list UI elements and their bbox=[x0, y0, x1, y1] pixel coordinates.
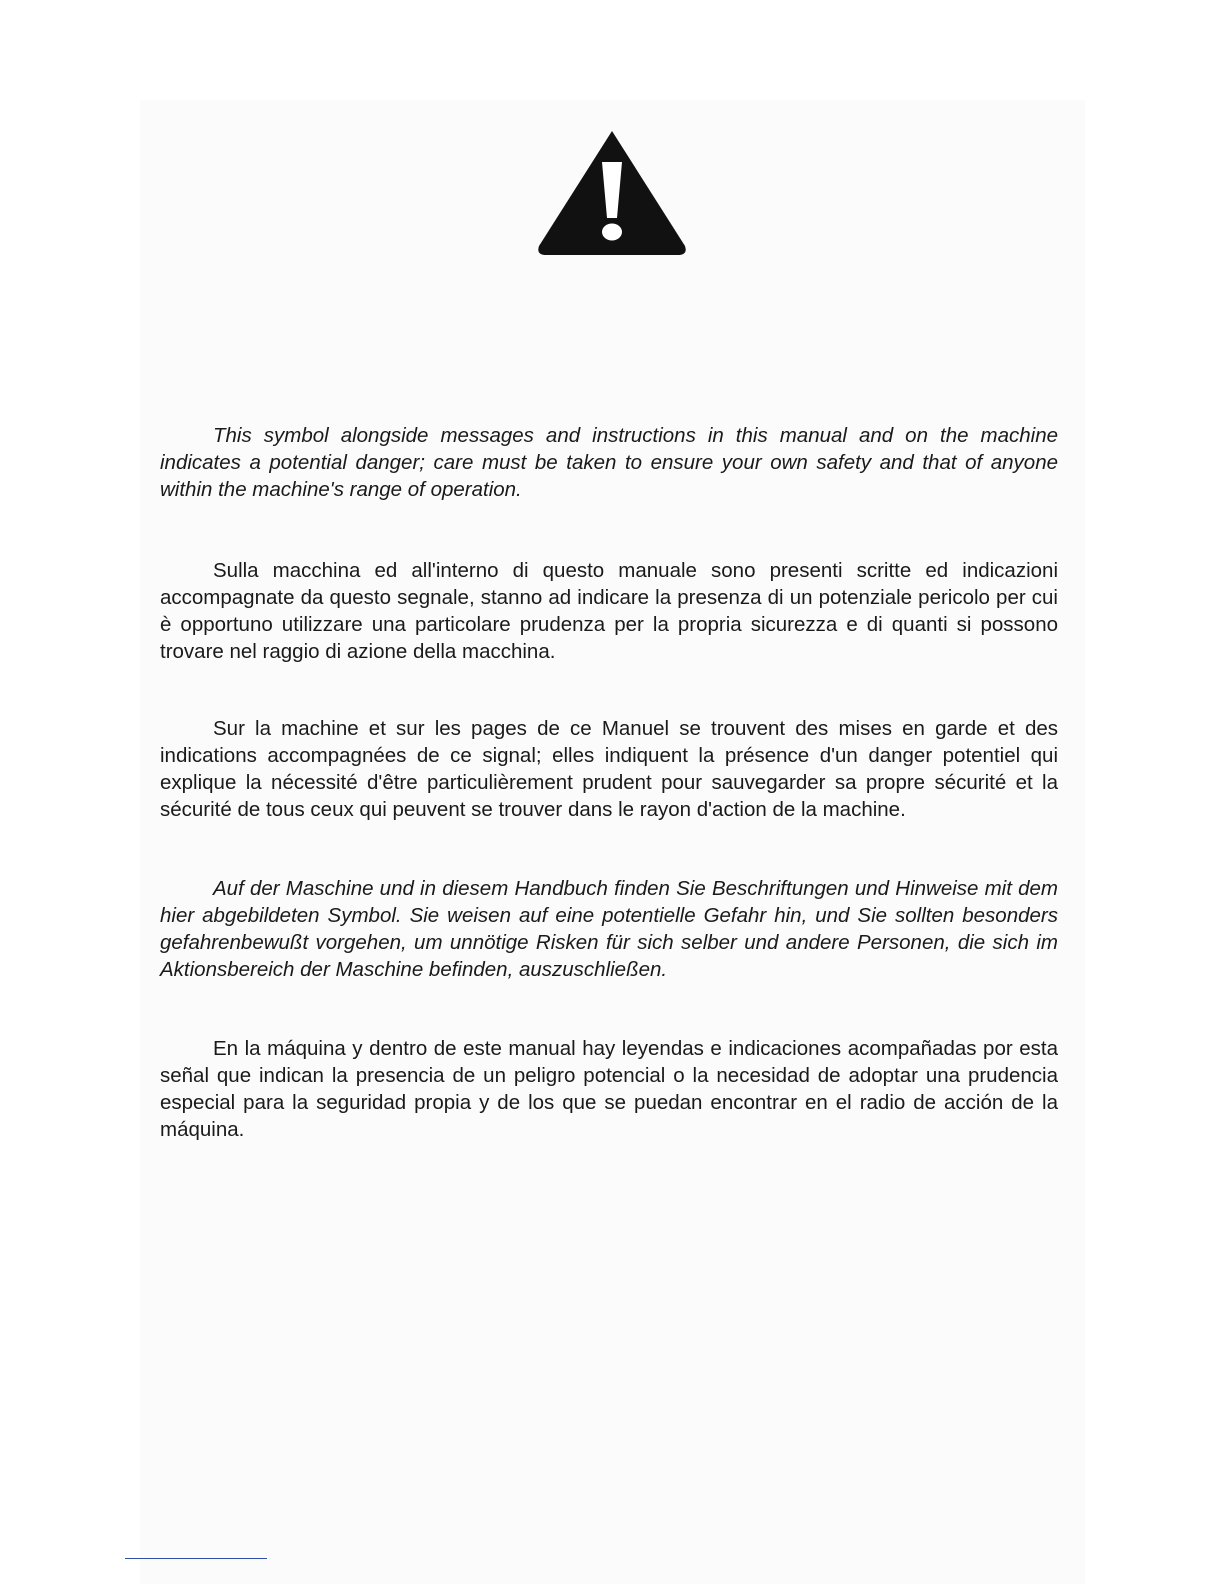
paragraph-english: This symbol alongside messages and instructions in this manual and on the machine indicates a potential danger; care must be taken to ensure your own safety and that of anyone within the machine's range of operation. bbox=[160, 424, 1058, 501]
paragraph-italian: Sulla macchina ed all'interno di questo manuale sono presenti scritte ed indicazioni accompagnate da questo segnale, stanno ad indicare la presenza di un potenziale pericolo per cui è opportuno utilizzare una particolare prudenza per la propria sicurezza e di quanti si possono trovare nel raggio di azione della macchina. bbox=[160, 559, 1058, 663]
paragraph-french: Sur la machine et sur les pages de ce Manuel se trouvent des mises en garde et des indications accompagnées de ce signal; elles indiquent la présence d'un danger potentiel qui explique la nécessité d'être particulièrement prudent pour sauvegarder sa propre sécurité et la sécurité de tous ceux qui peuvent se trouver dans le rayon d'action de la machine. bbox=[160, 717, 1058, 821]
exclamation-dot bbox=[602, 224, 622, 241]
footer-rule bbox=[125, 1558, 267, 1559]
page-background bbox=[140, 100, 1085, 1584]
paragraph-spanish: En la máquina y dentro de este manual hay leyendas e indicaciones acompañadas por esta señal que indican la presencia de un peligro potencial o la necesidad de adoptar una prudencia especial para la seguridad propia y de los que se puedan encontrar en el radio de acción de la máquina. bbox=[160, 1037, 1058, 1141]
paragraph-german: Auf der Maschine und in diesem Handbuch finden Sie Beschriftungen und Hinweise mit dem hier abgebildeten Symbol. Sie weisen auf eine potentielle Gefahr hin, und Sie sollten besonders gefahrenbewußt vorgehen, um unnötige Risken für sich selber und andere Personen, die sich im Aktionsbereich der Maschine befinden, auszuschließen. bbox=[160, 877, 1058, 981]
warning-triangle-icon bbox=[536, 128, 688, 258]
